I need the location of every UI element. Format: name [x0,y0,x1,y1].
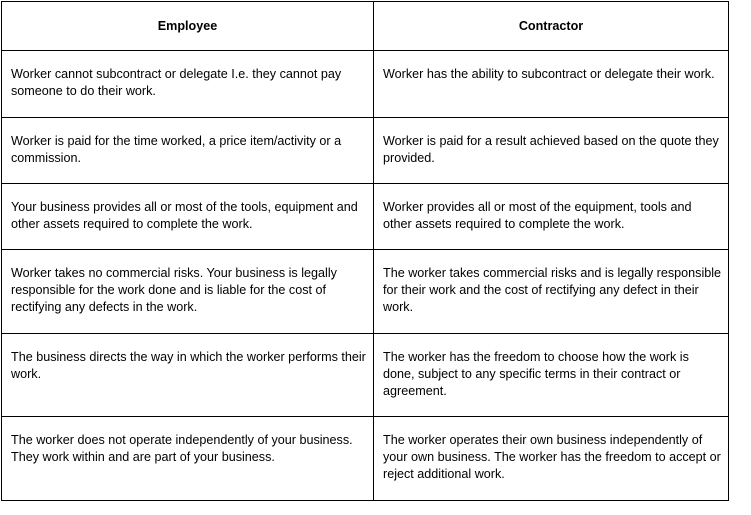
employee-cell: Worker takes no commercial risks. Your business is legally responsible for the work done and is liable for the cost of rectifying any defects in the work. [2,250,374,334]
column-header-contractor: Contractor [374,2,729,51]
employee-cell: The business directs the way in which the worker performs their work. [2,334,374,417]
column-header-employee: Employee [2,2,374,51]
table-row [2,51,729,118]
employee-cell: Worker is paid for the time worked, a price item/activity or a commission. [2,118,374,184]
contractor-cell: Worker has the ability to subcontract or delegate their work. [374,51,729,118]
table-row [2,334,729,417]
contractor-cell: The worker takes commercial risks and is legally responsible for their work and the cost of rectifying any defect in their work. [374,250,729,334]
table-header-row [2,2,729,51]
table-row [2,184,729,250]
contractor-cell: Worker is paid for a result achieved based on the quote they provided. [374,118,729,184]
table-row [2,118,729,184]
employee-contractor-table [1,1,729,501]
employee-cell: The worker does not operate independently of your business. They work within and are part of your business. [2,417,374,501]
contractor-cell: The worker has the freedom to choose how the work is done, subject to any specific terms in their contract or agreement. [374,334,729,417]
contractor-cell: The worker operates their own business independently of your own business. The worker has the freedom to accept or reject additional work. [374,417,729,501]
table-row [2,250,729,334]
employee-cell: Your business provides all or most of the tools, equipment and other assets required to complete the work. [2,184,374,250]
table-row [2,417,729,501]
employee-cell: Worker cannot subcontract or delegate I.e. they cannot pay someone to do their work. [2,51,374,118]
contractor-cell: Worker provides all or most of the equipment, tools and other assets required to complete the work. [374,184,729,250]
